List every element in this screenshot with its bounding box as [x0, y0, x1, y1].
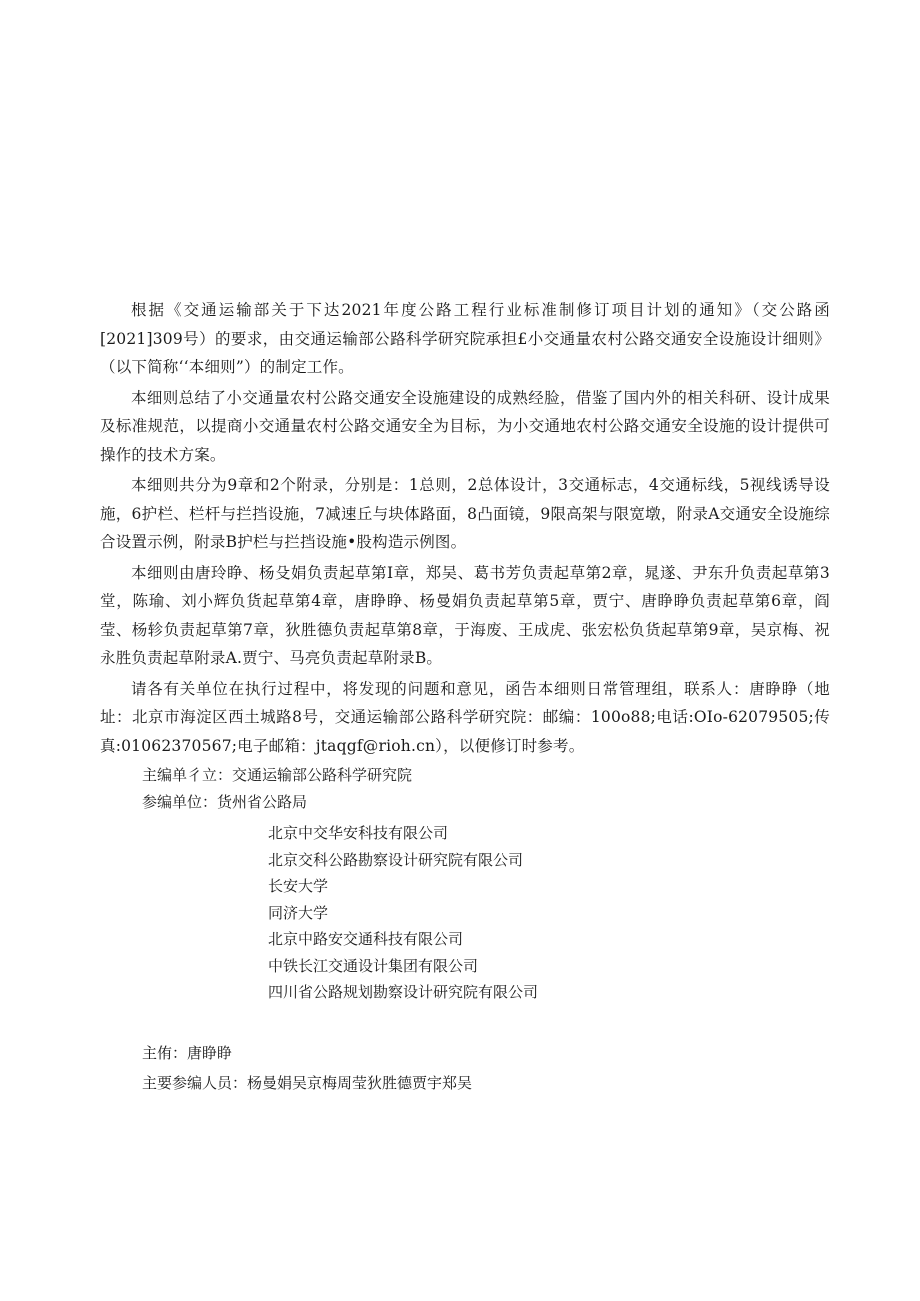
participating-unit: 中铁长江交通设计集团有限公司 — [268, 956, 479, 975]
participating-units-list — [268, 820, 538, 1006]
editing-units — [142, 762, 742, 816]
participating-units-label: 参编单位：货州省公路局 — [142, 793, 308, 811]
preface-paragraph-drafting: 本细则由唐玲睁、杨殳娟负责起草第I章，郑吴、葛书芳负责起草第2章，晁遂、尹东升负责起草第3堂，陈瑜、刘小辉负货起草第4章，唐睁睁、杨曼娟负责起草第5章，贾宁、唐睁睁负责起草第6章，阎莹、杨轸负责起草第7章，狄胜德负责起草第8章，于海废、王成虎、张宏松负货起草第9章，吴京梅、祝永胜负责起草附录A.贾宁、马亮负责起草附录B。 — [100, 563, 830, 667]
preface-paragraph-summary: 本细则总结了小交通量农村公路交通安全设施建设的成熟经脸，借鉴了国内外的相关科研、设计成果及标准规范，以提商小交通量农村公路交通安全为目标，为小交通地农村公路交通安全设施的设计提供可操作的技术方案。 — [100, 388, 830, 464]
participating-unit: 北京中交华安科技有限公司 — [268, 824, 449, 842]
preface-paragraph-basis: 根据《交通运输部关于下达2021年度公路工程行业标准制修订项目计划的通知》（交公路函[2021]309号）的要求，由交通运输部公路科学研究院承担£小交通量农村公路交通安全设施设计细则》（以下简称‘‘本细则”）的制定工作。 — [100, 301, 830, 376]
participating-unit: 同济大学 — [268, 903, 329, 922]
participating-unit: 北京交科公路勘察设计研究院有限公司 — [268, 850, 524, 869]
main-members: 主要参编人员：杨曼娟吴京梅周莹狄胜德贾宇郑吴 — [142, 1074, 473, 1092]
participating-unit: 四川省公路规划勘察设计研究院有限公司 — [268, 983, 539, 1001]
preface-section — [100, 296, 830, 762]
preface-paragraph-structure: 本细则共分为9章和2个附录，分别是：1总则，2总体设计，3交通标志，4交通标线，5视线诱导设施，6护栏、栏杆与拦挡设施，7减速丘与块体路面，8凸面镜，9限高架与限宽墩，附录A交通安全设施综合设置示例，附录B护栏与拦挡设施•股构造示例图。 — [100, 476, 830, 551]
chief-editor: 主侑：唐睁睁 — [142, 1044, 233, 1062]
preface-paragraph-contact: 请各有关单位在执行过程中，将发现的问题和意见，函告本细则日常管理组，联系人：唐睁睁（地址：北京市海淀区西土城路8号，交通运输部公路科学研究院：邮编：100o88;电话:OIo-62079505;传真:01062370567;电子邮箱：jtaqgf@rioh.cn），以便修订时参考。 — [100, 679, 830, 755]
chief-unit: 主编单彳立：交通运输部公路科学研究院 — [142, 766, 413, 784]
participating-unit: 北京中路安交通科技有限公司 — [268, 930, 464, 948]
participating-unit: 长安大学 — [268, 877, 329, 895]
